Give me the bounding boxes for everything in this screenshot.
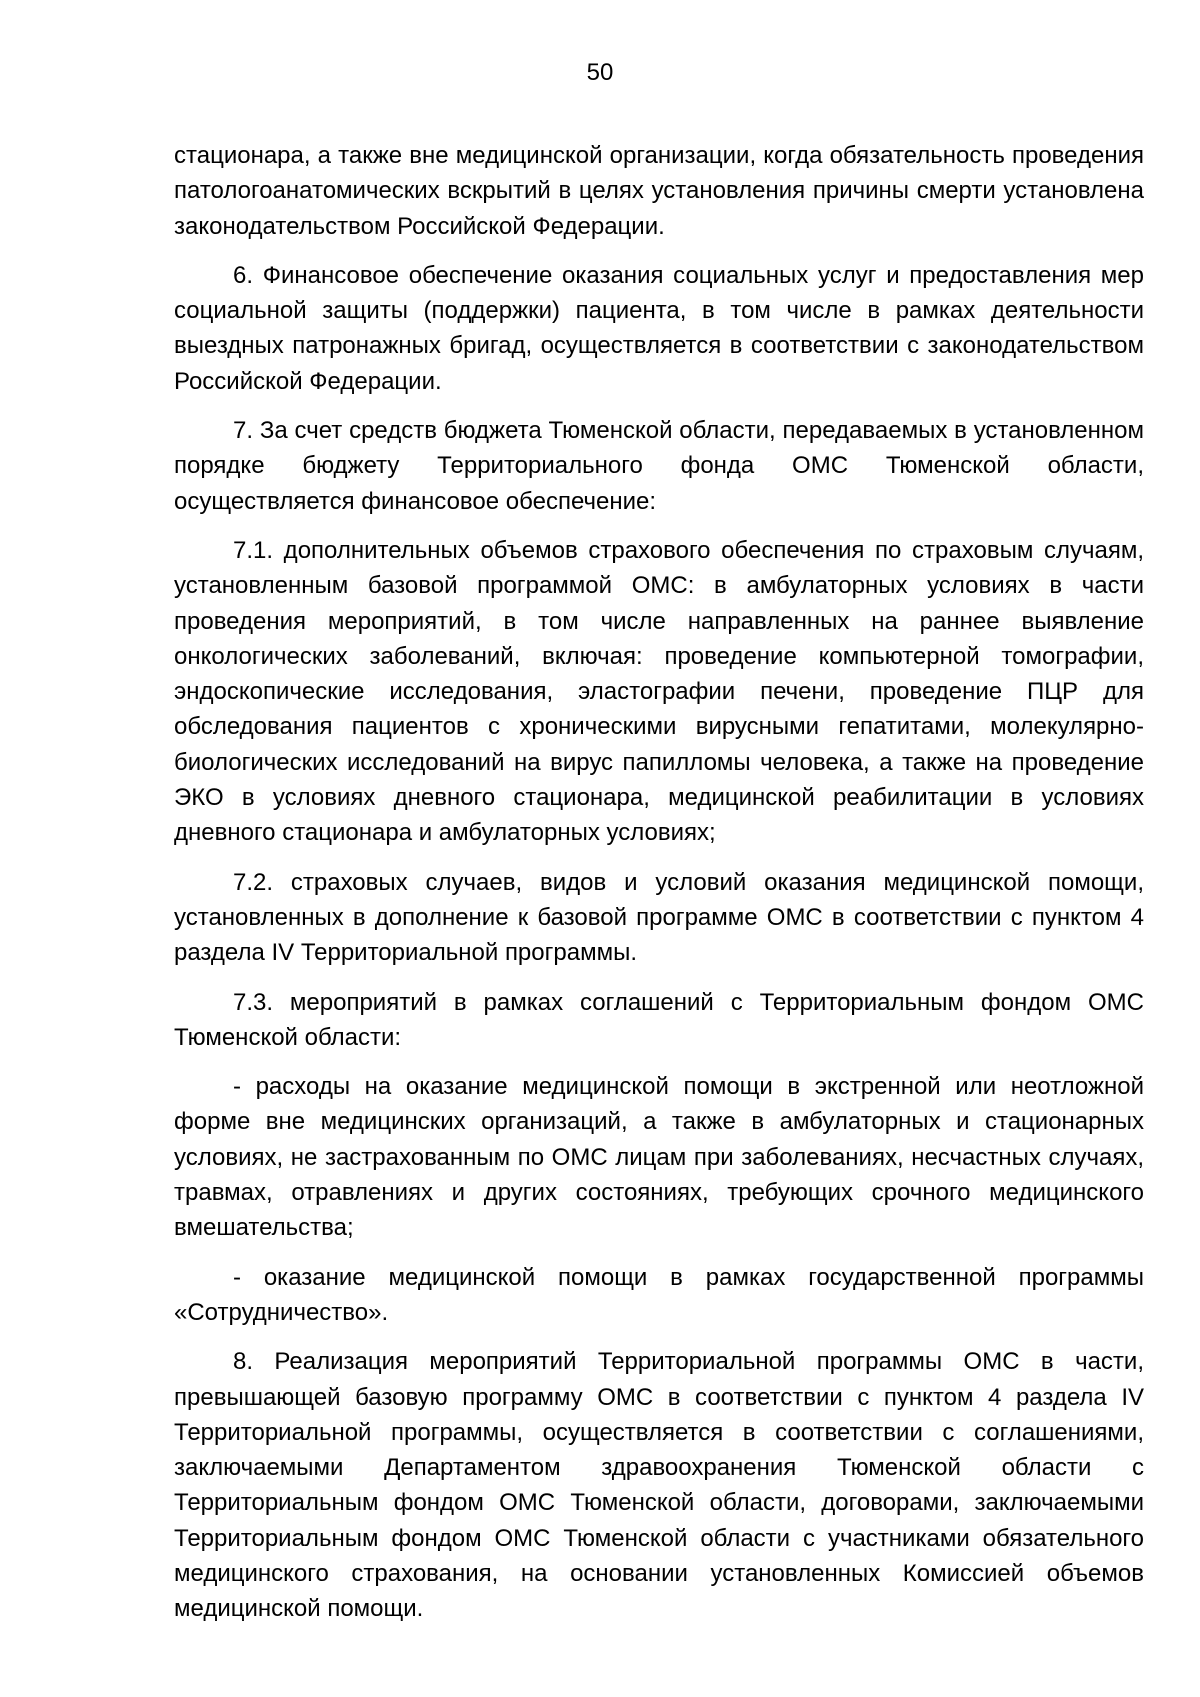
paragraph-item-7-1: 7.1. дополнительных объемов страхового обеспечения по страховым случаям, установленным базовой программой ОМС: в амбулаторных условиях в части проведения мероприятий, в том числе направленных на раннее выявление онкологических заболеваний, включая: проведение компьютерной томографии, эндоскопические исследования, эластографии печени, проведение ПЦР для обследования пациентов с хроническими вирусными гепатитами, молекулярно-биологических исследований на вирус папилломы человека, а также на проведение ЭКО в условиях дневного стационара, медицинской реабилитации в условиях дневного стационара и амбулаторных условиях; xyxy=(174,536,1144,847)
document-body xyxy=(174,138,1144,1641)
page-number: 50 xyxy=(586,59,614,86)
paragraph-continuation: стационара, а также вне медицинской организации, когда обязательность проведения патологоанатомических вскрытий в целях установления причины смерти установлена законодательством Российской Федерации. xyxy=(174,142,1144,240)
paragraph-item-7-2: 7.2. страховых случаев, видов и условий оказания медицинской помощи, установленных в дополнение к базовой программе ОМС в соответствии с пунктом 4 раздела IV Территориальной программы. xyxy=(174,868,1144,967)
paragraph-bullet-emergency-care: - расходы на оказание медицинской помощи в экстренной или неотложной форме вне медицинских организаций, а также в амбулаторных и стационарных условиях, не застрахованным по ОМС лицам при заболеваниях, несчастных случаях, травмах, отравлениях и других состояниях, требующих срочного медицинского вмешательства; xyxy=(174,1073,1144,1242)
paragraph-item-8: 8. Реализация мероприятий Территориальной программы ОМС в части, превышающей базовую программу ОМС в соответствии с пунктом 4 раздела IV Территориальной программы, осуществляется в соответствии с соглашениями, заключаемыми Департаментом здравоохранения Тюменской области с Территориальным фондом ОМС Тюменской области, договорами, заключаемыми Территориальным фондом ОМС Тюменской области с участниками обязательного медицинского страхования, на основании установленных Комиссией объемов медицинской помощи. xyxy=(174,1348,1144,1623)
paragraph-item-6: 6. Финансовое обеспечение оказания социальных услуг и предоставления мер социальной защиты (поддержки) пациента, в том числе в рамках деятельности выездных патронажных бригад, осуществляется в соответствии с законодательством Российской Федерации. xyxy=(174,261,1144,395)
paragraph-item-7: 7. За счет средств бюджета Тюменской области, передаваемых в установленном порядке бюджету Территориального фонда ОМС Тюменской области, осуществляется финансовое обеспечение: xyxy=(174,417,1144,515)
paragraph-bullet-cooperation-program: - оказание медицинской помощи в рамках государственной программы «Сотрудничество». xyxy=(174,1263,1144,1326)
paragraph-item-7-3: 7.3. мероприятий в рамках соглашений с Территориальным фондом ОМС Тюменской области: xyxy=(174,988,1144,1051)
